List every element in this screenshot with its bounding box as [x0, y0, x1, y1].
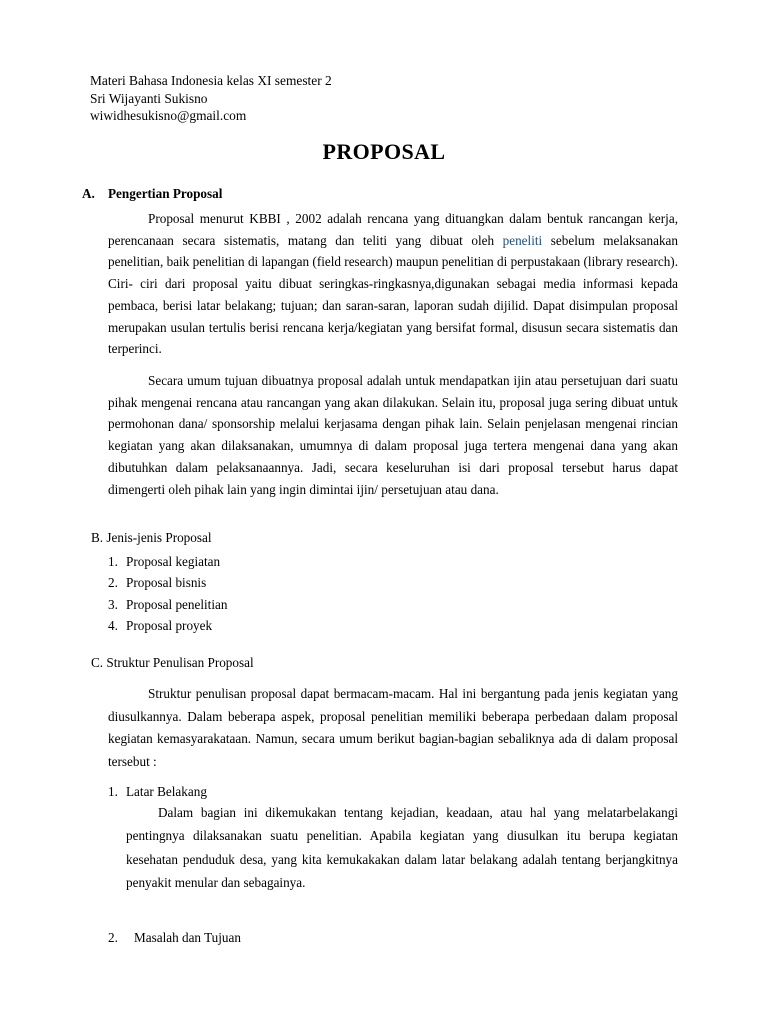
page-title: PROPOSAL [322, 139, 446, 164]
header-email: wiwidhesukisno@gmail.com [90, 108, 247, 123]
list-item: 3. Proposal penelitian [108, 596, 228, 612]
section-a-heading [82, 186, 222, 202]
peneliti-link[interactable]: peneliti [502, 232, 543, 248]
latar-belakang-paragraph: Dalam bagian ini dikemukakan tentang kejadian, keadaan, atau hal yang melatarbelakangi pentingnya dilaksanakan suatu penelitian. Apabila kegiatan yang diusulkan itu berupa kegiatan kesehatan penduduk desa, yang kita kemukakakan dalam latar belakang adalah tentang berjangkitnya penyakit menular dan sebagainya. [126, 805, 678, 890]
header-course: Materi Bahasa Indonesia kelas XI semester 2 [90, 73, 332, 88]
conclusion-text: proposal merupakan usulan tertulis berisi rencana kerja/kegiatan yang bersifat formal, disusun secara sistematis dan terperinci [108, 297, 678, 357]
library-research-term: library research [587, 254, 671, 270]
subsection-masalah-tujuan-heading: 2. Masalah dan Tujuan [108, 930, 241, 945]
section-a-letter: A. [82, 186, 95, 201]
list-item: 4. Proposal proyek [108, 618, 213, 634]
section-c-heading: C. Struktur Penulisan Proposal [91, 655, 254, 670]
subsection-latar-belakang-heading: 1. Latar Belakang [108, 784, 207, 799]
list-item: 1. Proposal kegiatan [108, 554, 221, 569]
structure-intro-paragraph: Struktur penulisan proposal dapat bermacam-macam. Hal ini bergantung pada jenis kegiatan yang diusulkannya. Dalam beberapa aspek, proposal penelitian memiliki beberapa perbedaan dalam proposal kegiatan kemasyarakataan. Namun, secara umum berikut bagian-bagian sebaliknya ada di dalam proposal tersebut : [108, 686, 678, 769]
purpose-paragraph: Secara umum tujuan dibuatnya proposal adalah untuk mendapatkan ijin atau persetujuan dari suatu pihak mengenai rencana atau rancangan yang akan dilakukan. Selain itu, proposal juga sering dibuat untuk permohonan dana/ sponsorship melalui kerjasama dengan pihak lain. Selain penjelasan mengenai rincian kegiatan yang akan dilaksanakan, umumnya di dalam proposal juga tertera mengenai dana yang akan dibutuhkan dalam pelaksanaannya. Jadi, secara keseluruhan isi dari proposal tersebut harus dapat dimengerti oleh pihak lain yang ingin dimintai ijin/ persetujuan atau dana. [108, 373, 678, 497]
section-a-title: Pengertian Proposal [108, 186, 223, 201]
definition-paragraph: Proposal menurut KBBI , 2002 adalah rencana yang dituangkan dalam bentuk rancangan kerja, perencanaan secara sistematis, matang dan teliti yang dibuat oleh peneliti sebelum melaksanakan penelitian, baik penelitian di lapangan (field research) maupun penelitian di perpustakaan (library research). Ciri- ciri dari proposal yaitu dibuat seringkas-ringkasnya,digunakan sebagai media informasi kepada pembaca, berisi latar belakang; tujuan; dan saran-saran, laporan sudah dijilid. Dapat disimpulan proposal merupakan usulan tertulis berisi rencana kerja/kegiatan yang bersifat formal, disusun secara sistematis dan terperinci. [108, 211, 678, 357]
document-header [90, 72, 332, 125]
section-b-heading: B. Jenis-jenis Proposal [91, 530, 212, 545]
proposal-types-list [108, 551, 227, 637]
field-research-term: field research [316, 254, 389, 270]
list-item: 2. Proposal bisnis [108, 575, 207, 591]
header-author: Sri Wijayanti Sukisno [90, 90, 208, 106]
